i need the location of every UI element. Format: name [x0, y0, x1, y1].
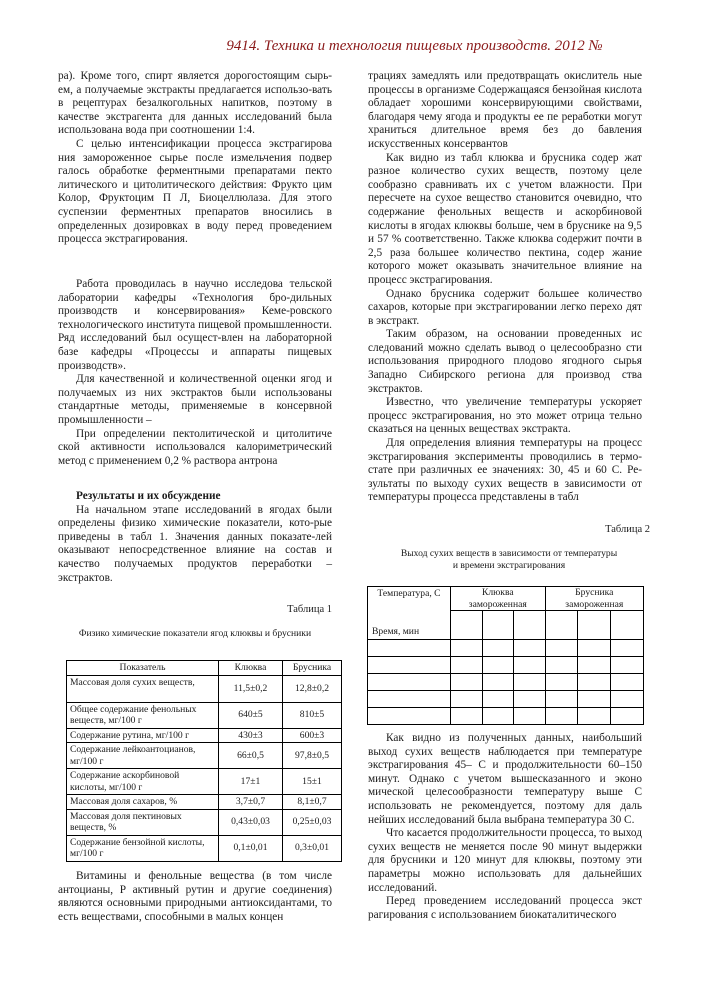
group-header-lingonberry: Брусника замороженная — [545, 587, 643, 611]
left-text-block-4 — [58, 870, 332, 924]
cell: Общее содержание фенольных веществ, мг/100 г — [67, 702, 219, 728]
cell: 810±5 — [283, 702, 342, 728]
header-corner-cell — [368, 587, 451, 640]
paragraph: Работа проводилась в научно исследова тельской лаборатории кафедры «Технология бро-дильных производств и консервирования» Кеме-ровского технологического института пищевой промышленности. Ряд исследований был осущест-влен на лабораторной базе кафедры «Процессы и аппараты пищевых производств». — [58, 278, 332, 372]
cell — [578, 674, 611, 691]
paragraph: Витамины и фенольные вещества (в том числе антоцианы, Р активный рутин и другие соединения) являются основными природными антиоксидантами, то есть веществами, способными в малых концен — [58, 870, 332, 923]
section-heading: Результаты и их обсуждение — [76, 490, 221, 502]
paragraph: Как видно из табл клюква и брусника содер жат разное количество сухих веществ, поэтому целе сообразно сравнивать их с учетом влажности. При пересчете на сухое вещество становится очевидно, что содержание фенольных веществ и аскорбиновой кислоты в ягодах клюквы больше, чем в бруснике на 9,5 и 57 % соответственно. Также клюква содержит почти в 2,5 раза большее количество пектина, содер жание которого может оказывать значительное влияние на процесс экстрагирования. — [368, 151, 642, 286]
table-row — [368, 708, 644, 725]
right-text-block-1 — [368, 70, 642, 505]
cell — [611, 708, 644, 725]
cell — [611, 611, 644, 640]
column-header: Показатель — [67, 661, 219, 676]
paragraph: Перед проведением исследований процесса экст рагирования с использованием биокаталитического — [368, 895, 642, 921]
cell: 17±1 — [219, 769, 283, 795]
cell — [482, 674, 514, 691]
page-header: 9414. Техника и технология пищевых производств. 2012 № — [226, 38, 603, 54]
group-header-cranberry: Клюква замороженная — [451, 587, 546, 611]
table-row — [368, 657, 644, 674]
left-text-block-2 — [58, 278, 332, 468]
cell — [482, 691, 514, 708]
table1-caption — [52, 628, 338, 640]
cell — [545, 611, 578, 640]
cell — [451, 611, 483, 640]
cell: 15±1 — [283, 769, 342, 795]
cell — [578, 640, 611, 657]
cell — [578, 611, 611, 640]
cell — [514, 640, 546, 657]
cell — [578, 708, 611, 725]
cell — [514, 691, 546, 708]
cell — [368, 657, 451, 674]
table-row — [67, 702, 342, 728]
paragraph: Для определения влияния температуры на процесс экстрагирования эксперименты проводились в термо-стате при различных ее значениях: 30, 45 и 60 С. Ре-зультаты по выходу сухих веществ в зависимости от температуры процесса представлены в табл — [368, 437, 642, 504]
cell — [545, 674, 578, 691]
paragraph: С целью интенсификации процесса экстрагирова ния замороженное сырье после измельчения подвер галось обработке ферментными препаратами пекто литического и цитолитического действия: Фрукто цим Колор, Фруктоцим П Л, Биоцеллюлаза. Для этого суспензии ферментных препаратов вносились в определенных дозировках в воду перед проведением процесса экстрагирования. — [58, 137, 332, 246]
table-row — [368, 674, 644, 691]
cell: Содержание бензойной кислоты, мг/100 г — [67, 835, 219, 861]
right-text-block-2 — [368, 732, 642, 922]
column-header: Клюква — [219, 661, 283, 676]
cell: 8,1±0,7 — [283, 795, 342, 810]
cell: 0,43±0,03 — [219, 809, 283, 835]
paragraph: Как видно из полученных данных, наибольший выход сухих веществ наблюдается при температуре экстрагирования 45– С и продолжительности 60–150 минут. Однако с учетом вышесказанного и эконо мической целесообразности температуру выше С использовать не рекомендуется, поэтому для даль нейших исследований была выбрана температура 30 С. — [368, 732, 642, 826]
table-row — [67, 675, 342, 702]
cell — [482, 708, 514, 725]
cell — [482, 657, 514, 674]
cell — [451, 708, 483, 725]
left-text-block-1 — [58, 70, 332, 247]
cell — [368, 708, 451, 725]
cell: 0,3±0,01 — [283, 835, 342, 861]
paragraph: Таким образом, на основании проведенных ис следований можно сделать вывод о целесообразно сти использования природного плодово ягодного сырья Западно Сибирского региона для производ ства экстрактов. — [368, 328, 642, 395]
cell — [368, 640, 451, 657]
cell — [514, 674, 546, 691]
cell — [545, 708, 578, 725]
cell — [514, 611, 546, 640]
table-row — [67, 743, 342, 769]
table-row — [67, 769, 342, 795]
paragraph: При определении пектолитической и цитолитиче ской активности использовался калориметрический метод с применением 0,2 % раствора антрона — [58, 427, 332, 467]
paragraph: Для качественной и количественной оценки ягод и получаемых из них экстрактов были использованы стандартные методы, применяемые в консервной промышленности – — [58, 373, 332, 426]
cell: 11,5±0,2 — [219, 675, 283, 702]
cell: 600±3 — [283, 728, 342, 743]
table-row — [67, 795, 342, 810]
cell — [451, 640, 483, 657]
cell — [451, 674, 483, 691]
cell — [368, 674, 451, 691]
table2-label — [368, 524, 650, 535]
table-caption-line-1: Выход сухих веществ в зависимости от температуры — [400, 548, 618, 559]
paragraph: Однако брусника содержит большее количество сахаров, которые при экстрагировании легко перехо дят в экстракт. — [368, 287, 642, 327]
table1 — [66, 660, 342, 862]
cell — [514, 657, 546, 674]
cell: Содержание лейкоантоцианов, мг/100 г — [67, 743, 219, 769]
table-header-row — [67, 661, 342, 676]
cell — [482, 640, 514, 657]
header-temperature: Температура, С — [377, 588, 441, 599]
cell — [368, 691, 451, 708]
cell — [514, 708, 546, 725]
cell — [451, 691, 483, 708]
cell — [545, 657, 578, 674]
table-header-row — [368, 587, 644, 611]
cell: 0,1±0,01 — [219, 835, 283, 861]
paragraph: На начальном этапе исследований в ягодах были определены физико химические показатели, кото-рые приведены в табл 1. Значения данных показате-лей оказывают непосредственное влияние на состав и качество получаемых продуктов переработки – экстрактов. — [58, 503, 332, 584]
cell — [611, 657, 644, 674]
cell: 97,8±0,5 — [283, 743, 342, 769]
cell: Содержание рутина, мг/100 г — [67, 728, 219, 743]
cell: 3,7±0,7 — [219, 795, 283, 810]
left-text-block-3 — [58, 490, 332, 585]
cell: 430±3 — [219, 728, 283, 743]
cell: 640±5 — [219, 702, 283, 728]
table-row — [67, 809, 342, 835]
cell: Содержание аскорбиновой кислоты, мг/100 г — [67, 769, 219, 795]
cell — [611, 674, 644, 691]
table-caption-line-2: и времени экстрагирования — [452, 560, 566, 571]
cell — [611, 640, 644, 657]
cell — [578, 691, 611, 708]
cell: Массовая доля пектиновых веществ, % — [67, 809, 219, 835]
paragraph: трациях замедлять или предотвращать окислитель ные процессы в организме Содержащаяся бензойная кислота обладает хорошими консервирующими свойствами, благодаря чему ягода и продукты ее пе реработки могут храниться длительное время без до бавления искусственных консервантов — [368, 70, 642, 150]
cell: 66±0,5 — [219, 743, 283, 769]
cell — [611, 691, 644, 708]
cell: Массовая доля сухих веществ, — [67, 675, 219, 702]
table-row — [67, 728, 342, 743]
table-caption: Физико химические показатели ягод клюквы и брусники — [78, 628, 312, 639]
cell — [451, 657, 483, 674]
table-row — [368, 691, 644, 708]
table-row — [368, 640, 644, 657]
header-time: Время, мин — [372, 625, 420, 637]
table2 — [367, 586, 644, 725]
cell: 0,25±0,03 — [283, 809, 342, 835]
table-label: Таблица 2 — [605, 524, 650, 535]
cell — [482, 611, 514, 640]
cell: 12,8±0,2 — [283, 675, 342, 702]
cell: Массовая доля сахаров, % — [67, 795, 219, 810]
table-label: Таблица 1 — [287, 604, 332, 615]
table1-label — [58, 604, 332, 615]
paragraph: ра). Кроме того, спирт является дорогостоящим сырь-ем, а получаемые экстракты предлагается использо-вать в рецептурах безалкогольных напитков, поэтому в качестве экстрагента для данных исследований была использована вода при соотношении 1:4. — [58, 70, 332, 137]
column-header: Брусника — [283, 661, 342, 676]
paragraph: Известно, что увеличение температуры ускоряет процесс экстрагирования, но это может отрица тельно сказаться на ценных веществах экстракта. — [368, 396, 642, 436]
cell — [545, 640, 578, 657]
paragraph: Что касается продолжительности процесса, то выход сухих веществ не меняется после 90 минут выдержки для брусники и 120 минут для клюквы, поэтому эти параметры можно использовать для дальнейших исследований. — [368, 827, 642, 894]
table-row — [67, 835, 342, 861]
cell — [578, 657, 611, 674]
table2-caption — [368, 548, 650, 572]
cell — [545, 691, 578, 708]
